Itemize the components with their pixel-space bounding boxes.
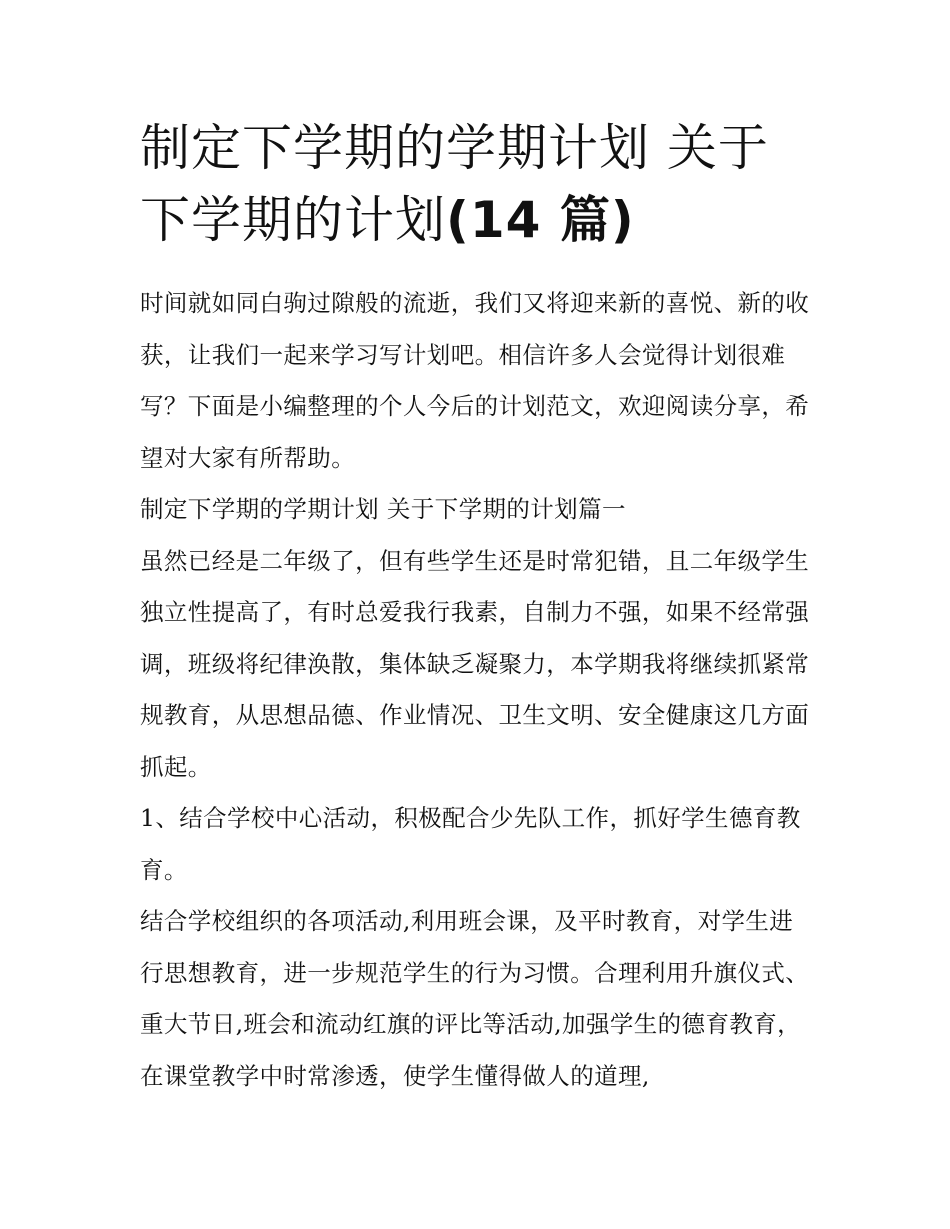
body-paragraph: 结合学校组织的各项活动,利用班会课，及平时教育，对学生进行思想教育，进一步规范学生的行为习惯。合理利用升旗仪式、重大节日,班会和流动红旗的评比等活动,加强学生的德育教育，在课堂教学中时常渗透，使学生懂得做人的道理, xyxy=(140,907,810,1090)
document-title-main: 制定下学期的学期计划 关于下学期的计划 xyxy=(140,119,769,249)
document-title xyxy=(140,112,815,256)
numbered-item: 1、结合学校中心活动，积极配合少先队工作，抓好学生德育教育。 xyxy=(140,804,801,884)
body-paragraph: 虽然已经是二年级了，但有些学生还是时常犯错，且二年级学生独立性提高了，有时总爱我行我素，自制力不强，如果不经常强调，班级将纪律涣散，集体缺乏凝聚力，本学期我将继续抓紧常规教育，从思想品德、作业情况、卫生文明、安全健康这几方面抓起。 xyxy=(140,546,810,781)
intro-paragraph: 时间就如同白驹过隙般的流逝，我们又将迎来新的喜悦、新的收获，让我们一起来学习写计划吧。相信许多人会觉得计划很难写？下面是小编整理的个人今后的计划范文，欢迎阅读分享，希望对大家有所帮助。 xyxy=(140,289,810,472)
document-title-suffix: (14 篇) xyxy=(446,191,635,249)
section-heading: 制定下学期的学期计划 关于下学期的计划篇一 xyxy=(140,495,626,523)
